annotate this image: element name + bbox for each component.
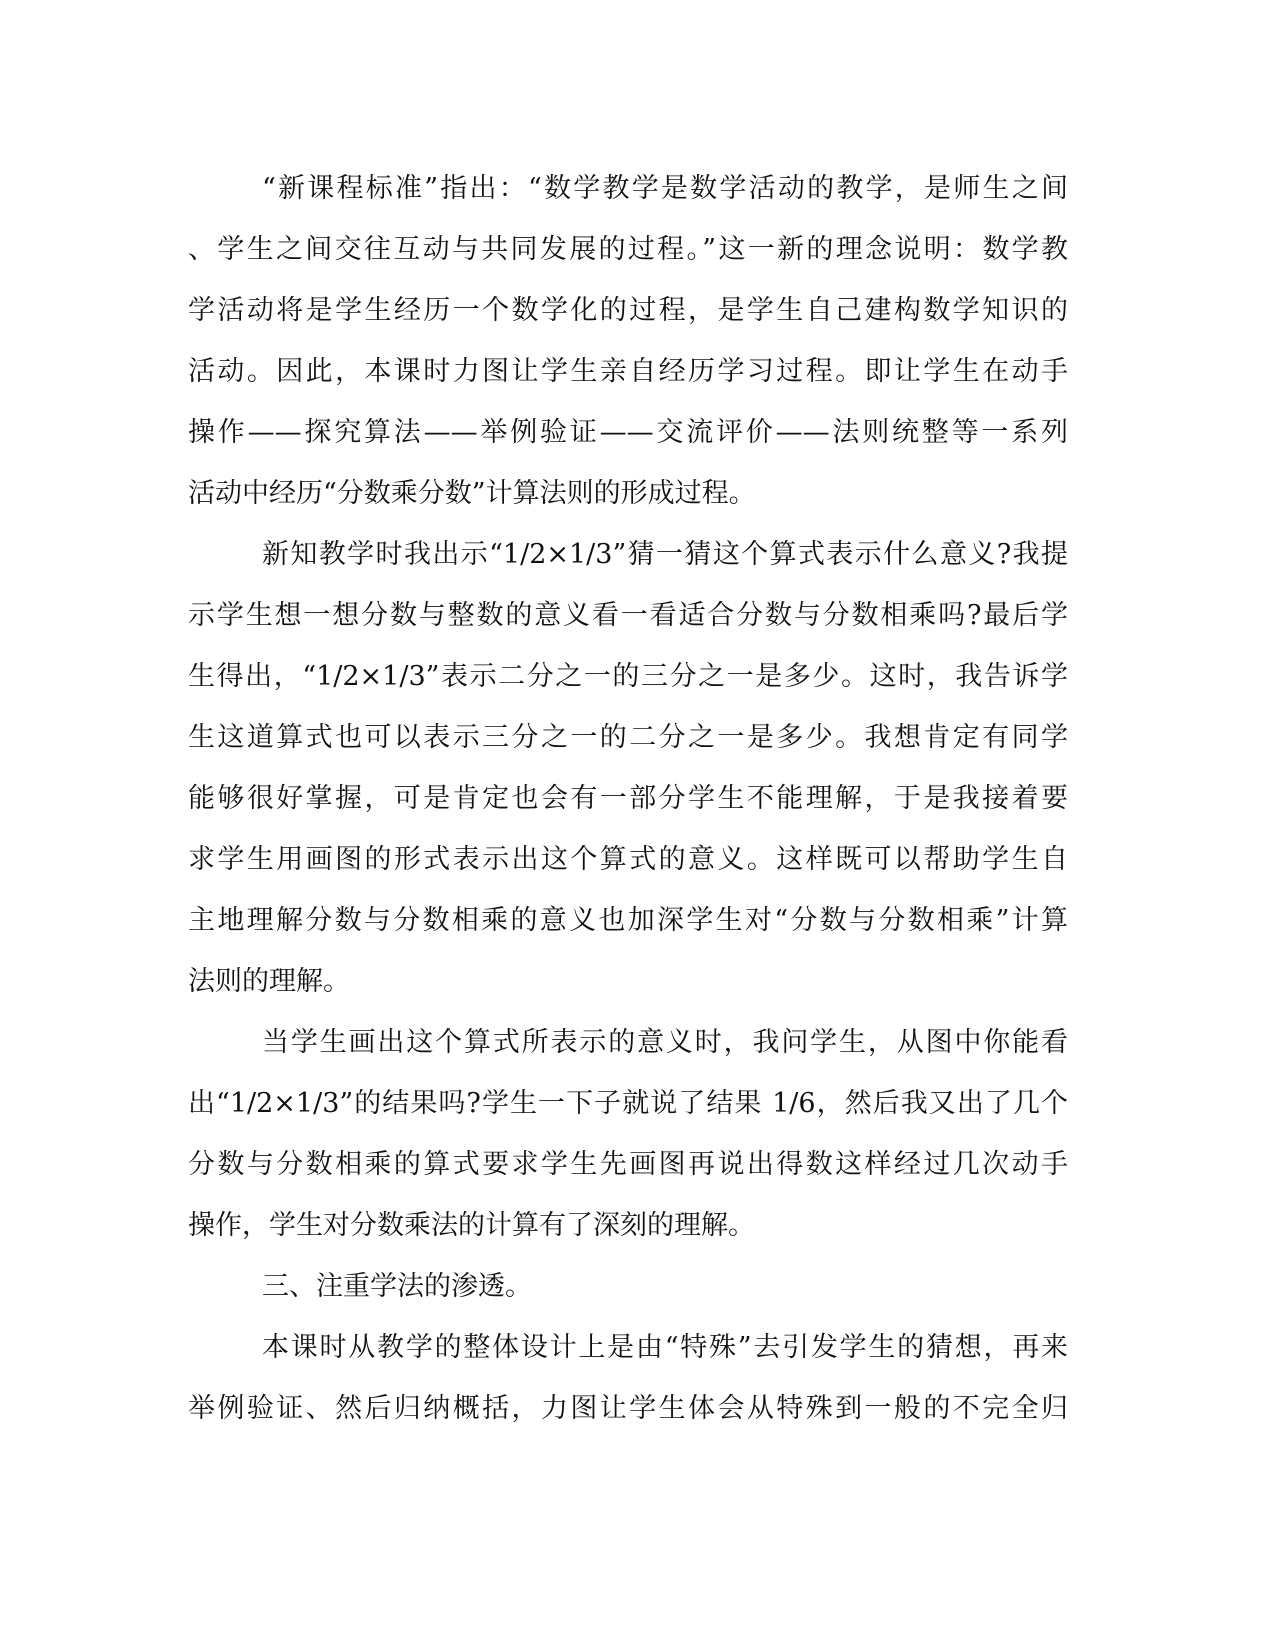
paragraph-line: 、学生之间交往互动与共同发展的过程。”这一新的理念说明：数学教 [188,234,1068,265]
paragraph-line: 新知教学时我出示“1/2×1/3”猜一猜这个算式表示什么意义?我提 [262,539,1068,570]
paragraph-line: 分数与分数相乘的算式要求学生先画图再说出得数这样经过几次动手 [188,1149,1068,1180]
document-body [188,158,1068,1439]
paragraph-line: 能够很好掌握，可是肯定也会有一部分学生不能理解，于是我接着要 [188,783,1068,814]
paragraph-line: 出“1/2×1/3”的结果吗?学生一下子就说了结果 1/6，然后我又出了几个 [188,1088,1068,1119]
paragraph-line: 主地理解分数与分数相乘的意义也加深学生对“分数与分数相乘”计算 [188,905,1068,936]
paragraph-line: 学活动将是学生经历一个数学化的过程，是学生自己建构数学知识的 [188,295,1068,326]
paragraph-5 [188,1317,1068,1439]
paragraph-line: 本课时从教学的整体设计上是由“特殊”去引发学生的猜想，再来 [262,1332,1068,1363]
heading-line: 三、注重学法的渗透。 [262,1271,532,1302]
paragraph-3 [188,1012,1068,1256]
paragraph-1 [188,158,1068,524]
paragraph-line: 举例验证、然后归纳概括，力图让学生体会从特殊到一般的不完全归 [188,1393,1068,1424]
paragraph-line: 示学生想一想分数与整数的意义看一看适合分数与分数相乘吗?最后学 [188,600,1068,631]
paragraph-2 [188,524,1068,1012]
paragraph-line: 生得出，“1/2×1/3”表示二分之一的三分之一是多少。这时，我告诉学 [188,661,1068,692]
paragraph-line: 法则的理解。 [188,966,350,997]
paragraph-line: 操作——探究算法——举例验证——交流评价——法则统整等一系列 [188,417,1068,448]
paragraph-line: 活动。因此，本课时力图让学生亲自经历学习过程。即让学生在动手 [188,356,1068,387]
paragraph-line: 当学生画出这个算式所表示的意义时，我问学生，从图中你能看 [262,1027,1068,1058]
paragraph-line: 活动中经历“分数乘分数”计算法则的形成过程。 [188,478,756,509]
paragraph-line: 生这道算式也可以表示三分之一的二分之一是多少。我想肯定有同学 [188,722,1068,753]
paragraph-line: 操作，学生对分数乘法的计算有了深刻的理解。 [188,1210,755,1241]
section-heading [188,1256,1068,1317]
paragraph-line: 求学生用画图的形式表示出这个算式的意义。这样既可以帮助学生自 [188,844,1068,875]
paragraph-line: “新课程标准”指出：“数学教学是数学活动的教学，是师生之间 [262,173,1068,204]
